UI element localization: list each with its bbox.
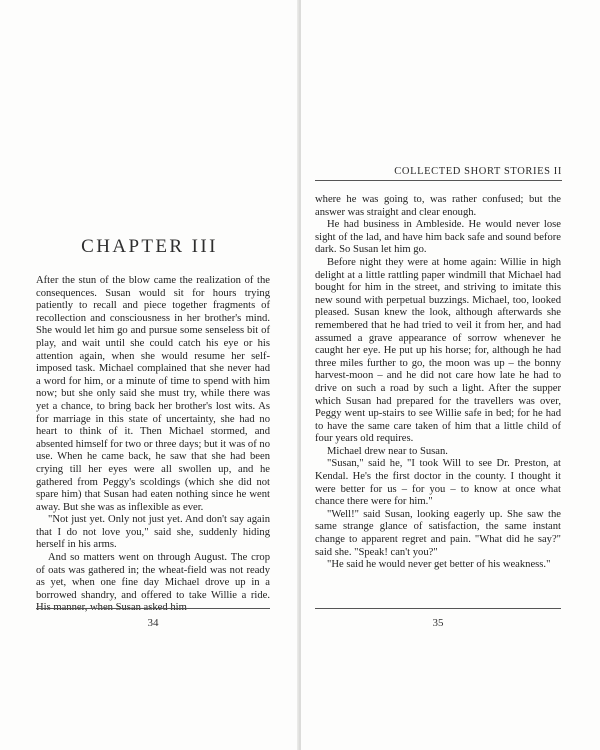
paragraph: After the stun of the blow came the realization of the consequences. Susan would sit for hours trying patiently to recall and piece together fragments of recollection and consciousness in her brother's mind. She would let him go and pursue some senseless bit of play, and wait until she could catch his eye or his attention again, when she would resume her self-imposed task. Michael complained that she never had a word for him, or a minute of time to spend with him now; but she only said she must try, while there was yet a chance, to bring back her brother's lost wits. As for marriage in this state of uncertainty, she had no heart to think of it. Then Michael stormed, and absented himself for two or three days; but it was of no use. When he came back, he saw that she had been crying till her eyes were all swollen up, and he gathered from Peggy's scoldings (which she did not spare him) that Susan had eaten nothing since he went away. But she was as inflexible as ever. xyxy=(36,275,270,513)
left-page-body xyxy=(36,275,270,615)
paragraph: "Well!" said Susan, looking eagerly up. She saw the same strange glance of satisfaction, the same instant change to apparent regret and pain. "What did he say?" said she. "Speak! can't you?" xyxy=(315,508,561,558)
paragraph: "He said he would never get better of his weakness." xyxy=(327,559,551,571)
right-page xyxy=(301,0,600,750)
paragraph: "Susan," said he, "I took Will to see Dr. Preston, at Kendal. He's the first doctor in the county. I thought it were better for us – for you – to know at once what chance there were for him." xyxy=(315,458,561,508)
left-page xyxy=(0,0,299,750)
page-number: 35 xyxy=(432,617,444,629)
header-rule xyxy=(315,180,562,181)
running-head: COLLECTED SHORT STORIES II xyxy=(394,166,562,177)
footer-rule xyxy=(36,608,270,609)
paragraph: "Not just yet. Only not just yet. And don't say again that I do not love you," said she, suddenly hiding herself in his arms. xyxy=(36,514,270,551)
paragraph: where he was going to, was rather confused; but the answer was straight and clear enough. xyxy=(315,194,561,218)
right-page-body xyxy=(315,194,561,572)
paragraph: He had business in Ambleside. He would never lose sight of the lad, and have him back safe and sound before dark. So Susan let him go. xyxy=(315,219,561,256)
paragraph: And so matters went on through August. The crop of oats was gathered in; the wheat-field was not ready as yet, when one fine day Michael drove up in a borrowed shandry, and offered to take Willie a ride. His manner, when Susan asked him xyxy=(36,552,270,614)
paragraph: Before night they were at home again: Willie in high delight at a little rattling paper windmill that Michael had bought for him in the street, and striving to imitate this new sound with perpetual buzzings. Michael, too, looked pleased. Susan knew the look, although afterwards she remembered that he had tried to veil it from her, and had assumed a grave appearance of sorrow whenever he caught her eye. He put up his horse; for, although he had three miles further to go, the moon was up – the bonny harvest-moon – and he did not care how late he had to drive on such a road by such a light. After the supper which Susan had prepared for the travellers was over, Peggy went up-stairs to see Willie safe in bed; for he had to have the same care taken of him that a little child of four years old requires. xyxy=(315,256,561,445)
footer-rule xyxy=(315,608,561,609)
paragraph: Michael drew near to Susan. xyxy=(327,445,448,457)
page-number: 34 xyxy=(147,617,159,629)
chapter-title: CHAPTER III xyxy=(81,236,218,257)
